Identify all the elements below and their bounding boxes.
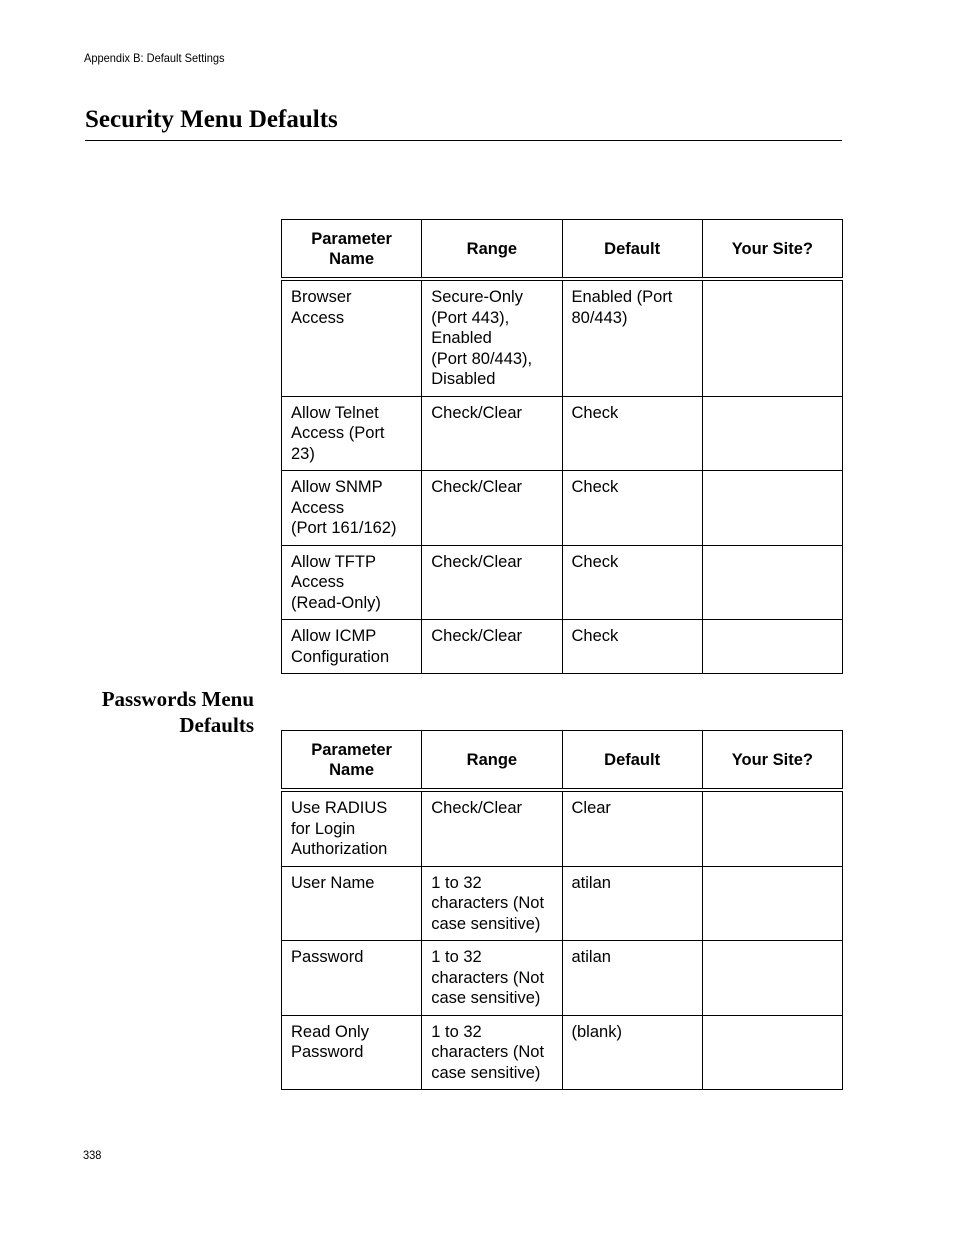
range-cell: Check/Clear	[422, 620, 562, 674]
table-row	[282, 866, 843, 941]
section-title: Security Menu Defaults	[85, 106, 338, 133]
parameter-cell: Allow TFTP Access (Read-Only)	[282, 545, 422, 620]
range-cell: 1 to 32 characters (Not case sensitive)	[422, 1015, 562, 1090]
parameter-cell: Allow ICMP Configuration	[282, 620, 422, 674]
your-site-cell	[702, 941, 842, 1016]
column-header-your-site: Your Site?	[702, 220, 842, 280]
your-site-cell	[702, 1015, 842, 1090]
title-rule	[85, 140, 842, 141]
range-cell: Check/Clear	[422, 790, 562, 866]
table-row	[282, 279, 843, 396]
passwords-defaults-table	[281, 730, 843, 1090]
your-site-cell	[702, 396, 842, 471]
column-header-range: Range	[422, 731, 562, 791]
default-cell: atilan	[562, 941, 702, 1016]
column-header-range: Range	[422, 220, 562, 280]
your-site-cell	[702, 279, 842, 396]
table-row	[282, 790, 843, 866]
table-row	[282, 620, 843, 674]
your-site-cell	[702, 866, 842, 941]
range-cell: 1 to 32 characters (Not case sensitive)	[422, 941, 562, 1016]
default-cell: Clear	[562, 790, 702, 866]
security-defaults-table	[281, 219, 843, 674]
default-cell: Check	[562, 545, 702, 620]
column-header-your-site: Your Site?	[702, 731, 842, 791]
your-site-cell	[702, 790, 842, 866]
range-cell: Check/Clear	[422, 545, 562, 620]
range-cell: Check/Clear	[422, 471, 562, 546]
table-header-row	[282, 220, 843, 280]
table-row	[282, 941, 843, 1016]
your-site-cell	[702, 545, 842, 620]
passwords-menu-heading: Passwords Menu Defaults	[101, 687, 254, 737]
running-header: Appendix B: Default Settings	[84, 51, 225, 65]
table-row	[282, 471, 843, 546]
parameter-cell: Use RADIUS for Login Authorization	[282, 790, 422, 866]
column-header-default: Default	[562, 731, 702, 791]
your-site-cell	[702, 620, 842, 674]
default-cell: Enabled (Port 80/443)	[562, 279, 702, 396]
table-row	[282, 545, 843, 620]
table-row	[282, 396, 843, 471]
parameter-cell: User Name	[282, 866, 422, 941]
your-site-cell	[702, 471, 842, 546]
range-cell: Check/Clear	[422, 396, 562, 471]
table-row	[282, 1015, 843, 1090]
range-cell: 1 to 32 characters (Not case sensitive)	[422, 866, 562, 941]
parameter-cell: Allow SNMP Access (Port 161/162)	[282, 471, 422, 546]
default-cell: Check	[562, 620, 702, 674]
default-cell: Check	[562, 396, 702, 471]
range-cell: Secure-Only (Port 443), Enabled (Port 80/443), Disabled	[422, 279, 562, 396]
column-header-default: Default	[562, 220, 702, 280]
page-number: 338	[83, 1148, 102, 1162]
parameter-cell: Read Only Password	[282, 1015, 422, 1090]
parameter-cell: Password	[282, 941, 422, 1016]
parameter-cell: Browser Access	[282, 279, 422, 396]
parameter-cell: Allow Telnet Access (Port 23)	[282, 396, 422, 471]
table-header-row	[282, 731, 843, 791]
column-header-parameter-name: Parameter Name	[282, 731, 422, 791]
default-cell: Check	[562, 471, 702, 546]
default-cell: (blank)	[562, 1015, 702, 1090]
column-header-parameter-name: Parameter Name	[282, 220, 422, 280]
default-cell: atilan	[562, 866, 702, 941]
